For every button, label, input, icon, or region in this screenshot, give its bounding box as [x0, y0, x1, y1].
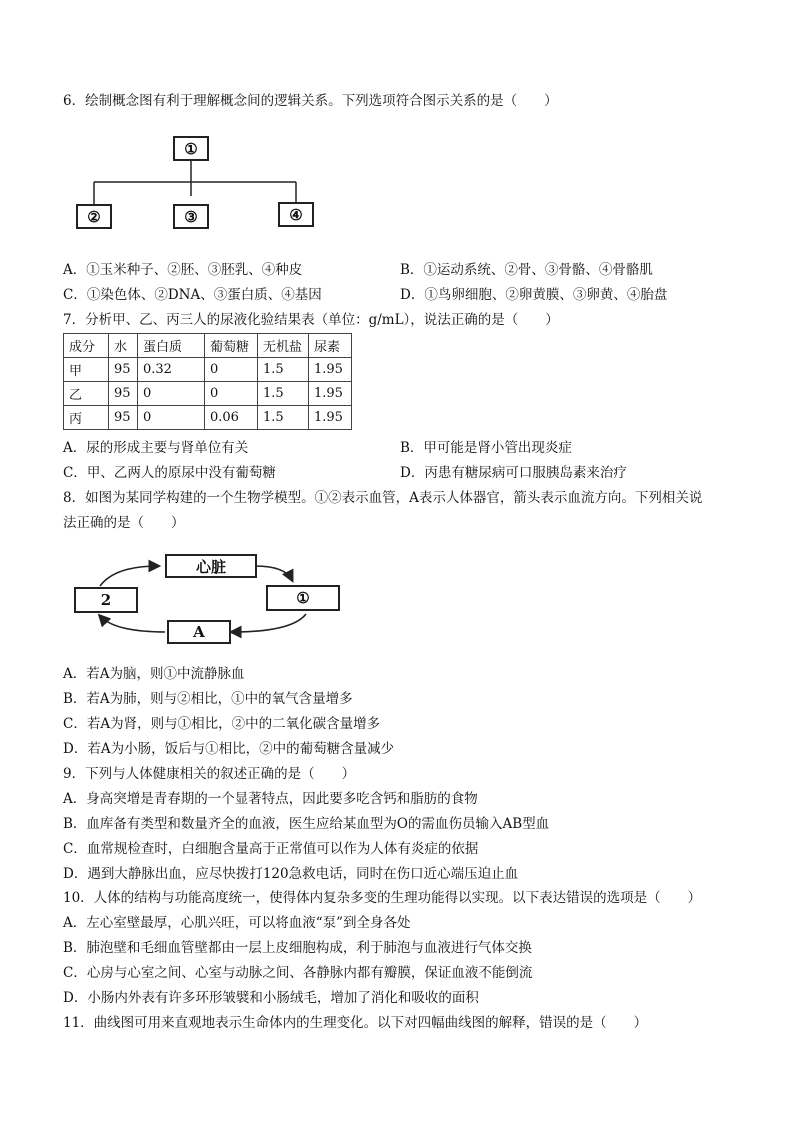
q9-stem: 9．下列与人体健康相关的叙述正确的是（ ） [63, 766, 356, 782]
vessel-1-box: ① [266, 585, 340, 611]
q7-option-a: A．尿的形成主要与肾单位有关 [63, 440, 249, 456]
table-header: 水 [109, 334, 138, 358]
table-header: 葡萄糖 [205, 334, 258, 358]
q10-option-c: C．心房与心室之间、心室与动脉之间、各静脉内都有瓣膜，保证血液不能倒流 [63, 965, 533, 981]
table-row [64, 358, 352, 382]
table-header: 成分 [64, 334, 109, 358]
q8-option-a: A．若A为脑，则①中流静脉血 [63, 666, 245, 682]
table-cell: 95 [109, 358, 138, 382]
q9-option-d: D．遇到大静脉出血，应尽快拨打120急救电话，同时在伤口近心端压迫止血 [63, 866, 519, 882]
table-header: 尿素 [309, 334, 352, 358]
concept-node-4: ④ [278, 202, 314, 227]
table-header: 蛋白质 [138, 334, 205, 358]
q7-option-b: B．甲可能是肾小管出现炎症 [400, 440, 572, 456]
vessel-2-box: 2 [74, 587, 138, 613]
q7-option-c: C．甲、乙两人的原尿中没有葡萄糖 [63, 465, 276, 481]
table-row [64, 382, 352, 406]
concept-node-3: ③ [173, 204, 209, 229]
q7-stem: 7．分析甲、乙、丙三人的尿液化验结果表（单位：g/mL），说法正确的是（ ） [63, 312, 559, 328]
q8-stem-line1: 8．如图为某同学构建的一个生物学模型。①②表示血管，A表示人体器官，箭头表示血流方向。下列相关说 [63, 490, 703, 506]
table-cell: 1.95 [309, 406, 352, 430]
table-cell: 95 [109, 406, 138, 430]
q10-stem: 10．人体的结构与功能高度统一，使得体内复杂多变的生理功能得以实现。以下表达错误的选项是（ ） [63, 890, 702, 906]
table-cell: 0.06 [205, 406, 258, 430]
q6-option-a: A．①玉米种子、②胚、③胚乳、④种皮 [63, 262, 303, 278]
table-cell: 95 [109, 382, 138, 406]
blood-circulation-model [70, 550, 350, 650]
table-header: 无机盐 [258, 334, 309, 358]
table-cell: 1.95 [309, 382, 352, 406]
table-cell: 1.95 [309, 358, 352, 382]
q6-option-b: B．①运动系统、②骨、③骨骼、④骨骼肌 [400, 262, 653, 278]
q8-option-b: B．若A为肺，则与②相比，①中的氧气含量增多 [63, 691, 353, 707]
concept-node-2: ② [76, 204, 112, 229]
table-cell: 1.5 [258, 382, 309, 406]
q6-concept-diagram [76, 136, 321, 231]
table-cell: 0 [138, 382, 205, 406]
q9-option-a: A．身高突增是青春期的一个显著特点，因此要多吃含钙和脂肪的食物 [63, 791, 478, 807]
q10-option-d: D．小肠内外表有许多环形皱襞和小肠绒毛，增加了消化和吸收的面积 [63, 990, 479, 1006]
q11-stem: 11．曲线图可用来直观地表示生命体内的生理变化。以下对四幅曲线图的解释，错误的是（ ） [63, 1015, 648, 1031]
q6-stem: 6．绘制概念图有利于理解概念间的逻辑关系。下列选项符合图示关系的是（ ） [63, 93, 558, 109]
table-cell: 1.5 [258, 358, 309, 382]
table-cell: 甲 [64, 358, 109, 382]
heart-box: 心脏 [165, 554, 257, 578]
table-cell: 0.32 [138, 358, 205, 382]
q9-option-c: C．血常规检查时，白细胞含量高于正常值可以作为人体有炎症的依据 [63, 841, 479, 857]
table-header-row [64, 334, 352, 358]
q7-option-d: D．丙患有糖尿病可口服胰岛素来治疗 [400, 465, 627, 481]
table-cell: 丙 [64, 406, 109, 430]
q10-option-a: A．左心室壁最厚，心肌兴旺，可以将血液“泵”到全身各处 [63, 915, 411, 931]
q6-option-c: C．①染色体、②DNA、③蛋白质、④基因 [63, 287, 322, 303]
table-cell: 乙 [64, 382, 109, 406]
organ-a-box: A [167, 620, 231, 644]
table-cell: 1.5 [258, 406, 309, 430]
q8-stem-line2: 法正确的是（ ） [63, 515, 185, 531]
table-row [64, 406, 352, 430]
q9-option-b: B．血库备有类型和数量齐全的血液，医生应给某血型为O的需血伤员输入AB型血 [63, 816, 550, 832]
q6-option-d: D．①鸟卵细胞、②卵黄膜、③卵黄、④胎盘 [400, 287, 668, 303]
table-cell: 0 [138, 406, 205, 430]
q8-option-d: D．若A为小肠，饭后与①相比，②中的葡萄糖含量减少 [63, 741, 395, 757]
table-cell: 0 [205, 358, 258, 382]
urine-analysis-table [63, 333, 352, 430]
q8-option-c: C．若A为肾，则与①相比，②中的二氧化碳含量增多 [63, 716, 381, 732]
concept-node-1: ① [173, 136, 209, 161]
table-cell: 0 [205, 382, 258, 406]
q10-option-b: B．肺泡壁和毛细血管壁都由一层上皮细胞构成，利于肺泡与血液进行气体交换 [63, 940, 532, 956]
